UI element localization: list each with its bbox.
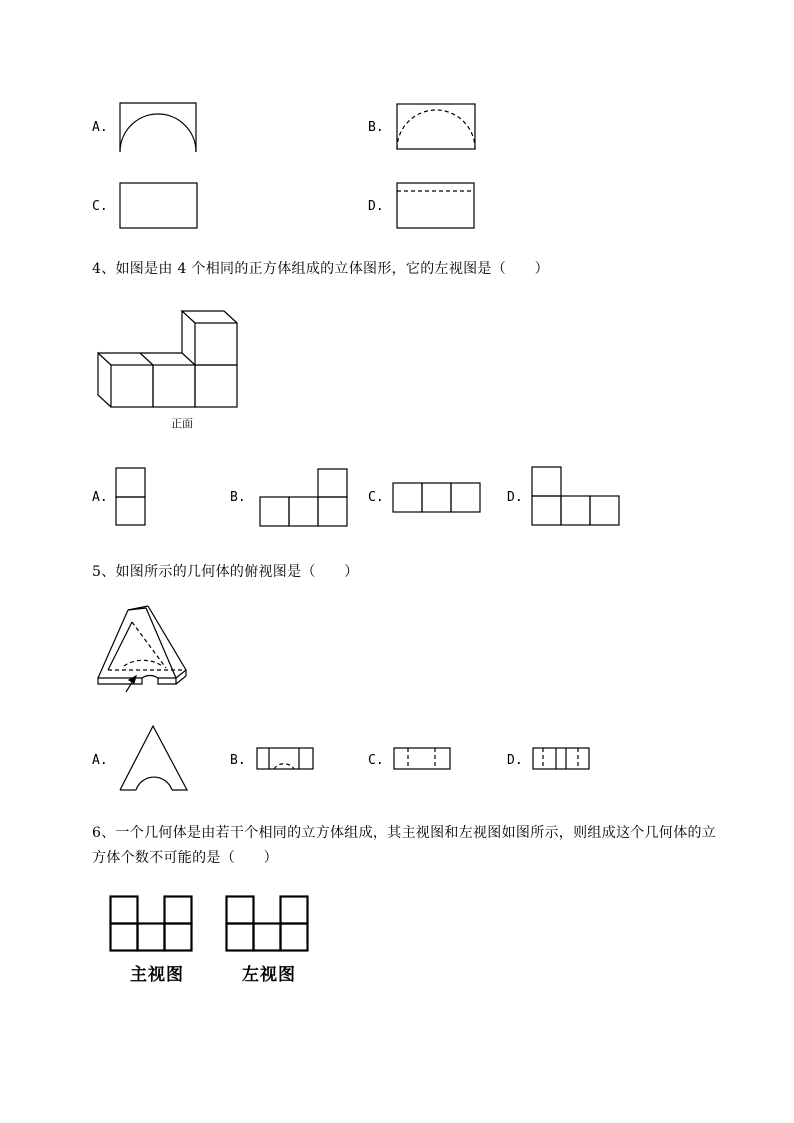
q3-option-c-label: C. [92, 199, 108, 214]
question-6-line-1: 6、一个几何体是由若干个相同的立方体组成，其主视图和左视图如图所示，则组成这个几何体的立 [92, 825, 717, 841]
q5-option-b-figure [256, 747, 316, 771]
q3-option-d-figure [396, 182, 476, 230]
q4-option-a-label: A. [92, 490, 108, 505]
q6-front-view-figure [109, 895, 199, 955]
question-4-text: 4、如图是由 4 个相同的正方体组成的立体图形，它的左视图是（ ） [92, 261, 549, 277]
q6-left-view-caption: 左视图 [242, 965, 296, 985]
q4-option-a-figure [115, 467, 147, 527]
q4-option-d-figure [531, 466, 623, 528]
q5-option-d-figure [532, 747, 592, 771]
q3-option-d-label: D. [368, 199, 384, 214]
q4-option-b-figure [259, 468, 351, 528]
q3-option-c-figure [119, 182, 199, 230]
q4-figure-caption: 正面 [171, 417, 193, 430]
question-5-text: 5、如图所示的几何体的俯视图是（ ） [92, 564, 359, 580]
q5-arch-figure [96, 604, 196, 699]
q3-option-b-label: B. [368, 120, 384, 135]
q5-option-b-label: B. [230, 753, 246, 768]
q5-option-d-label: D. [507, 753, 523, 768]
q3-option-b-figure [396, 103, 476, 151]
q6-front-view-caption: 主视图 [130, 965, 184, 985]
q4-option-b-label: B. [230, 490, 246, 505]
q6-left-view-figure [225, 895, 315, 955]
q5-option-c-label: C. [368, 753, 384, 768]
q3-option-a-label: A. [92, 120, 108, 135]
q5-option-a-figure [118, 724, 192, 794]
question-6-line-2: 方体个数不可能的是（ ） [92, 850, 278, 866]
q4-option-d-label: D. [507, 490, 523, 505]
q4-option-c-figure [392, 482, 484, 514]
q3-option-a-figure [119, 102, 199, 154]
q4-cube-figure [96, 310, 241, 410]
q5-option-a-label: A. [92, 753, 108, 768]
q4-option-c-label: C. [368, 490, 384, 505]
q5-option-c-figure [393, 747, 453, 771]
